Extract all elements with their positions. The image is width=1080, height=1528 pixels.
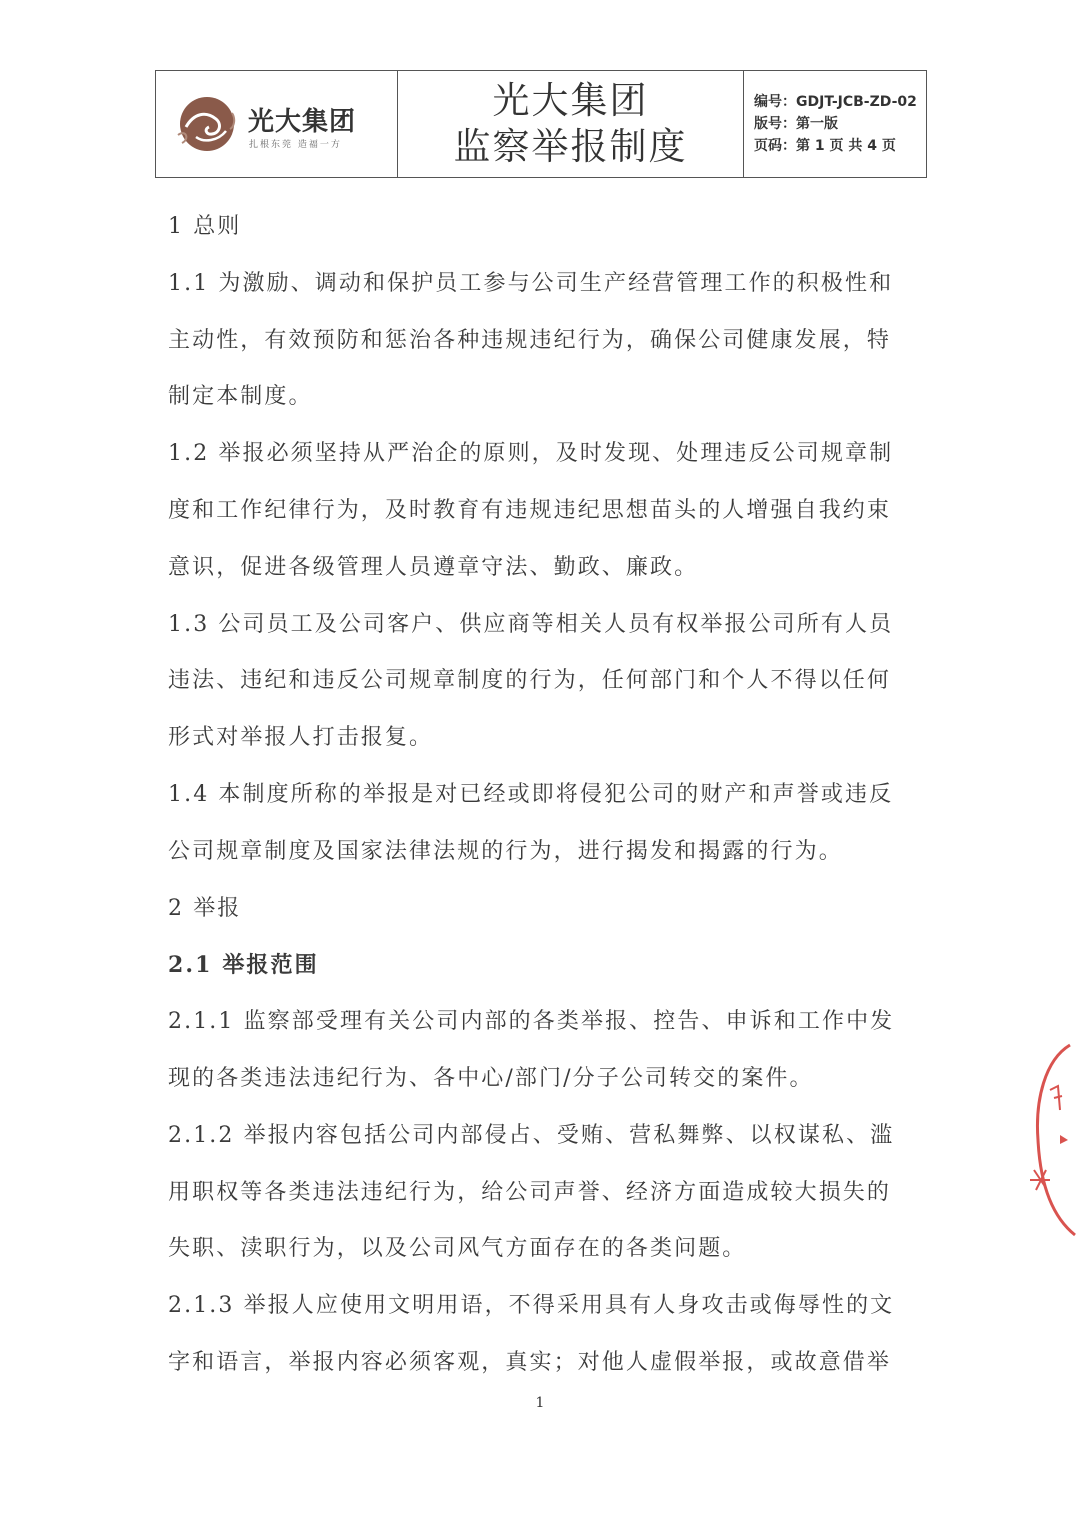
document-header-table [155, 70, 927, 178]
body-line: 1.2 举报必须坚持从严治企的原则，及时发现、处理违反公司规章制 [168, 441, 894, 467]
body-line: 1.4 本制度所称的举报是对已经或即将侵犯公司的财产和声誉或违反 [168, 781, 894, 807]
body-line: 形式对举报人打击报复。 [168, 725, 434, 751]
document-version: 版号：第一版 [754, 116, 838, 132]
body-line: 公司规章制度及国家法律法规的行为，进行揭发和揭露的行为。 [168, 838, 843, 864]
document-number: 编号：GDJT-JCB-ZD-02 [754, 94, 917, 110]
company-name: 光大集团 [248, 107, 357, 137]
title-cell [398, 71, 744, 177]
body-line: 失职、渎职行为，以及公司风气方面存在的各类问题。 [168, 1236, 747, 1262]
body-line: 制定本制度。 [168, 384, 313, 410]
page-number: 1 [535, 1395, 545, 1411]
body-line: 1.1 为激励、调动和保护员工参与公司生产经营管理工作的积极性和 [168, 270, 894, 296]
body-line: 2.1.1 监察部受理有关公司内部的各类举报、控告、申诉和工作中发 [168, 1009, 895, 1035]
document-body [168, 199, 928, 1392]
body-line: 2.1 举报范围 [168, 952, 319, 979]
body-line: 用职权等各类违法违纪行为，给公司声誉、经济方面造成较大损失的 [168, 1179, 892, 1205]
logo-cell [156, 71, 398, 177]
body-line: 字和语言，举报内容必须客观，真实；对他人虚假举报，或故意借举 [168, 1349, 892, 1375]
company-slogan: 扎根东莞 造福一方 [249, 140, 342, 150]
body-line: 2 举报 [168, 895, 242, 921]
document-title-line1: 光大集团 [492, 79, 649, 122]
red-seal-stamp-icon [1010, 1040, 1080, 1240]
body-line: 违法、违纪和违反公司规章制度的行为，任何部门和个人不得以任何 [168, 668, 892, 694]
meta-cell [744, 71, 926, 177]
body-line: 主动性，有效预防和惩治各种违规违纪行为，确保公司健康发展，特 [168, 327, 892, 353]
body-line: 意识，促进各级管理人员遵章守法、勤政、廉政。 [168, 554, 699, 580]
body-line: 1.3 公司员工及公司客户、供应商等相关人员有权举报公司所有人员 [168, 611, 894, 637]
document-title-line2: 监察举报制度 [453, 125, 688, 168]
body-line: 2.1.3 举报人应使用文明用语，不得采用具有人身攻击或侮辱性的文 [168, 1293, 895, 1319]
body-line: 现的各类违法违纪行为、各中心/部门/分子公司转交的案件。 [168, 1065, 814, 1091]
body-line: 2.1.2 举报内容包括公司内部侵占、受贿、营私舞弊、以权谋私、滥 [168, 1122, 895, 1148]
page-info: 页码：第 1 页 共 4 页 [754, 138, 896, 154]
company-logo-icon [176, 93, 238, 155]
body-line: 度和工作纪律行为，及时教育有违规违纪思想苗头的人增强自我约束 [168, 497, 892, 523]
body-line: 1 总则 [168, 214, 242, 239]
